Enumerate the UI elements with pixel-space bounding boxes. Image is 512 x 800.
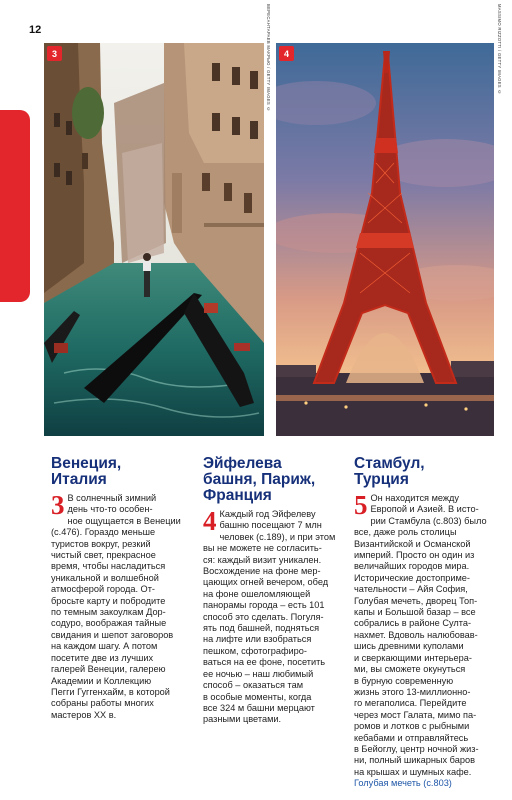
drop-cap-number: 5 xyxy=(354,490,368,520)
venice-canal-photo xyxy=(44,43,264,436)
photo-badge: 4 xyxy=(279,46,294,61)
eiffel-tower-photo xyxy=(276,43,494,436)
photo-credit: MASSIMO RIZZOTTI / GETTY IMAGES © xyxy=(497,4,502,95)
chapter-tab xyxy=(0,110,30,302)
photo-badge: 3 xyxy=(47,46,62,61)
entry-istanbul xyxy=(354,456,504,790)
entry-title: Венеция, Италия xyxy=(51,455,122,488)
entry-venice xyxy=(51,456,197,721)
drop-cap-number: 4 xyxy=(203,506,217,536)
drop-cap-number: 3 xyxy=(51,490,65,520)
entry-paris xyxy=(203,456,348,726)
entry-title: Стамбул, Турция xyxy=(354,455,425,488)
entry-body: 3 В солнечный зимний день что-то особен- ное ощущается в Венеции (с.476). Гораздо меньше туристов вокруг, резкий чистый свет, прекрасное время, чтобы насладиться уникальной и волшебной атмосферой города. От- бросьте карту и побродите по темным закоулкам Дор- содуро, воображая тайные свидания и шепот заговоров на каждом шагу. А потом посетите две из лучших галерей Венеции, галерею Академии и Коллекцию Пегги Гуггенхайм, в которой собраны работы многих мастеров XX в. xyxy=(51,490,181,720)
entry-title: Эйфелева башня, Париж, Франция xyxy=(203,455,316,504)
entry-body: 4 Каждый год Эйфелеву башню посещают 7 млн человек (с.189), и при этом вы не можете не согласить- ся: каждый визит уникален. Восхождение на фоне мер- цающих огней вечером, обед на фоне ошеломляющей панорамы города – есть 101 способ это сделать. Погуля- ять под башней, подняться на лифте или взобраться пешком, сфотографиро- ваться на ее фоне, посетить ее ночью – наш любимый способ – оказаться там в особые моменты, когда все 324 м башни мерцают разными цветами. xyxy=(203,506,336,725)
entry-body: 5 Он находится между Европой и Азией. В исто- рии Стамбула (с.803) было все, даже роль столицы Византийской и Османской империй. Просто он один из величайших городов мира. Исторические достоприме- чательности – Айя София, Голубая мечеть, дворец Топ- капы и Большой базар – все собрались в районе Султа- нахмет. Вдоволь налюбовав- шись древними куполами и сверкающими интерьера- ми, вы сможете окунуться в бурную современную жизнь этого 13-миллионно- го мегаполиса. Перейдите через мост Галата, мимо па- ромов и лотков с рыбными кебабами и отправляйтесь в Бейоглу, центр ночной жиз- ни, полный шикарных баров на крышах и шумных кафе. Голубая мечеть (с.803) xyxy=(354,493,504,790)
photo-credit: ВЕРЕСАНТАРАЕВ МАКРЬЮ / GETTY IMAGES © xyxy=(266,4,271,112)
page-number: 12 xyxy=(29,24,42,36)
photo-caption: Голубая мечеть (с.803) xyxy=(354,778,452,789)
